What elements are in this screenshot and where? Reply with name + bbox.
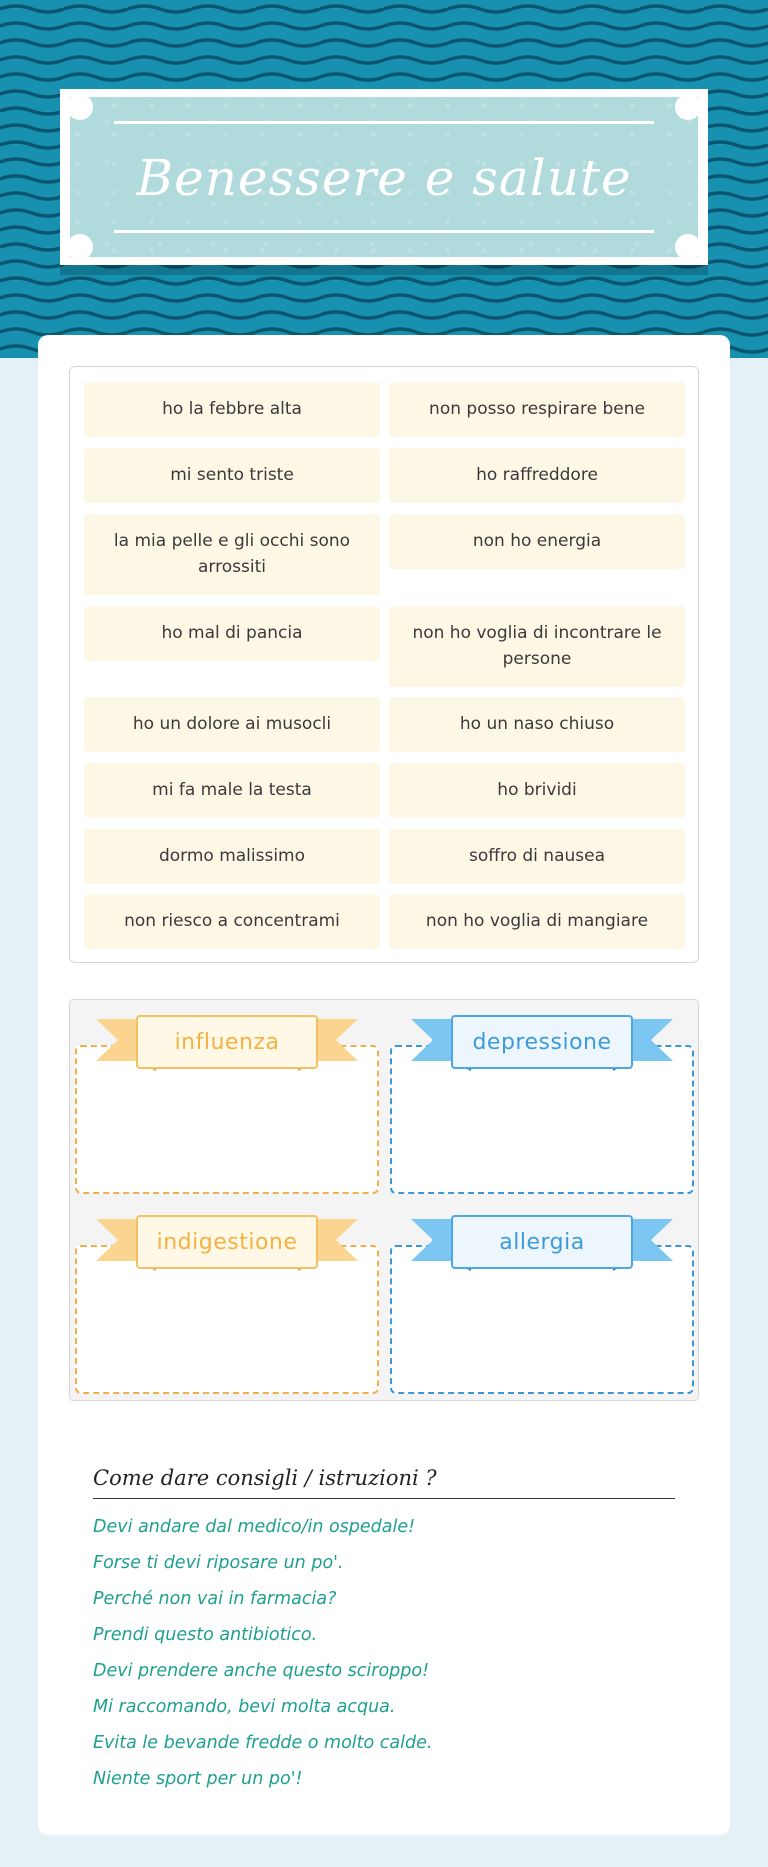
symptom-card[interactable]: ho raffreddore [389, 448, 685, 503]
symptom-card[interactable]: ho brividi [389, 763, 685, 818]
corner-notch [67, 94, 93, 120]
category-ribbon-depressione [411, 1007, 673, 1073]
symptom-card[interactable]: non ho voglia di mangiare [389, 894, 685, 949]
category-ribbon-indigestione [96, 1207, 358, 1273]
advice-line: Evita le bevande fredde o molto calde. [93, 1733, 433, 1753]
symptom-card[interactable]: mi fa male la testa [84, 763, 380, 818]
advice-section [93, 1466, 675, 1797]
advice-line: Mi raccomando, bevi molta acqua. [93, 1697, 396, 1717]
corner-notch [675, 94, 701, 120]
corner-notch [675, 234, 701, 260]
symptom-card[interactable]: soffro di nausea [389, 829, 685, 884]
category-ribbon-influenza [96, 1007, 358, 1073]
category-label: depressione [451, 1015, 633, 1069]
advice-line: Forse ti devi riposare un po'. [93, 1553, 344, 1573]
category-label: influenza [136, 1015, 318, 1069]
symptom-card[interactable]: ho la febbre alta [84, 382, 380, 437]
symptom-card[interactable]: ho mal di pancia [84, 606, 380, 661]
symptom-card[interactable]: non posso respirare bene [389, 382, 685, 437]
title-banner [60, 89, 708, 265]
symptom-card[interactable]: non riesco a concentrami [84, 894, 380, 949]
title-panel [70, 97, 698, 257]
title-rule-top [114, 121, 654, 124]
symptom-card[interactable]: mi sento triste [84, 448, 380, 503]
advice-line: Devi prendere anche questo sciroppo! [93, 1661, 430, 1681]
symptom-card[interactable]: ho un dolore ai musocli [84, 697, 380, 752]
symptom-card[interactable]: ho un naso chiuso [389, 697, 685, 752]
advice-heading: Come dare consigli / istruzioni ? [93, 1466, 675, 1499]
draggable-cards-area [69, 366, 699, 963]
corner-notch [67, 234, 93, 260]
symptom-card[interactable]: la mia pelle e gli occhi sono arrossiti [84, 514, 380, 595]
advice-line: Prendi questo antibiotico. [93, 1625, 318, 1645]
page-title: Benessere e salute [136, 149, 632, 207]
symptom-card[interactable]: dormo malissimo [84, 829, 380, 884]
category-label: indigestione [136, 1215, 318, 1269]
advice-line: Devi andare dal medico/in ospedale! [93, 1517, 416, 1537]
advice-list [93, 1509, 675, 1797]
category-ribbon-allergia [411, 1207, 673, 1273]
symptom-card[interactable]: non ho energia [389, 514, 685, 569]
category-label: allergia [451, 1215, 633, 1269]
category-sort-area [69, 999, 699, 1401]
symptom-card[interactable]: non ho voglia di incontrare le persone [389, 606, 685, 687]
advice-line: Perché non vai in farmacia? [93, 1589, 337, 1609]
advice-line: Niente sport per un po'! [93, 1769, 303, 1789]
title-rule-bottom [114, 230, 654, 233]
